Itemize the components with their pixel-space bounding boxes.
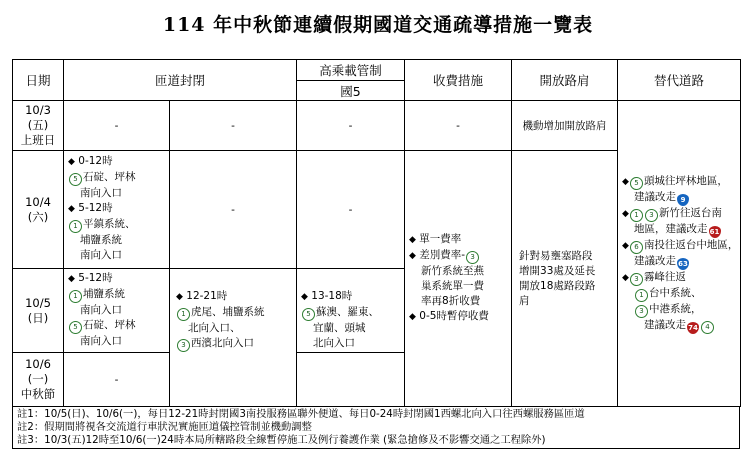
hov-cell: - xyxy=(297,101,405,151)
freeway-badge-icon: 5 xyxy=(69,173,82,186)
header-toll: 收費措施 xyxy=(405,60,512,101)
header-ramp: 匝道封閉 xyxy=(64,60,297,101)
toll-cell: - xyxy=(405,101,512,151)
notes-box xyxy=(12,406,740,449)
ramp-cell: - xyxy=(170,101,297,151)
provincial-road-shield-icon: 61 xyxy=(709,227,720,236)
freeway-badge-icon: 1 xyxy=(177,308,190,321)
freeway-badge-icon: 3 xyxy=(177,339,190,352)
ramp-cell: - xyxy=(170,151,297,269)
ramp-cell: ◆ 0-12時 5 石碇、坪林 南向入口 ◆ 5-12時 1 平鎮系統、 埔鹽系統 南向入口 xyxy=(64,151,170,269)
header-shoulder: 開放路肩 xyxy=(512,60,618,101)
freeway-badge-icon: 5 xyxy=(69,321,82,334)
hov-cell: ◆ 13-18時 5 蘇澳、羅東、 宜蘭、頭城 北向入口 xyxy=(297,269,405,353)
freeway-badge-icon: 3 xyxy=(635,305,648,318)
header-alt: 替代道路 xyxy=(618,60,741,101)
header-hov-sub: 國5 xyxy=(297,81,405,101)
ramp-cell: ◆ 5-12時 1 埔鹽系統 南向入口 5 石碇、坪林 南向入口 xyxy=(64,269,170,353)
header-date: 日期 xyxy=(13,60,64,101)
freeway-badge-icon: 1 xyxy=(635,289,648,302)
freeway-badge-icon: 3 xyxy=(630,273,643,286)
ramp-cell: - xyxy=(64,353,170,407)
note-line: 註3：10/3(五)12時至10/6(一)24時本局所轄路段全線暫停施工及例行養護作業 (緊急搶修及不影響交通之工程除外) xyxy=(17,434,546,446)
freeway-badge-icon: 5 xyxy=(630,177,643,190)
freeway-badge-icon: 4 xyxy=(701,321,714,334)
provincial-road-shield-icon: 74 xyxy=(688,323,698,332)
date-cell: 10/3 (五) 上班日 xyxy=(13,101,64,151)
freeway-badge-icon: 1 xyxy=(69,220,82,233)
toll-cell: ◆ 單一費率 ◆ 差別費率- 3 新竹系統至燕 巢系統單一費 率再8折收費 ◆ 0-5時暫停收費 xyxy=(405,151,512,407)
note-line: 註1：10/5(日)、10/6(一)，每日12-21時封閉國3南投服務區聯外便道、每日0-24時封閉國1西螺北向入口往西螺服務區匝道 xyxy=(17,408,585,420)
ramp-cell: ◆ 12-21時 1 虎尾、埔鹽系統 北向入口、 3 西濱北向入口 xyxy=(170,269,297,407)
date-cell: 10/4 (六) xyxy=(13,151,64,269)
note-line: 註2：假期間將視各交流道行車狀況實施匝道儀控管制並機動調整 xyxy=(17,421,312,433)
freeway-badge-icon: 6 xyxy=(630,241,643,254)
shoulder-cell: 針對易壅塞路段 增開33處及延長 開放18處路段路 肩 xyxy=(512,151,618,407)
freeway-badge-icon: 3 xyxy=(466,251,479,264)
provincial-road-shield-icon: 63 xyxy=(678,259,688,268)
date-cell: 10/6 (一) 中秋節 xyxy=(13,353,64,407)
page-title: 114 年中秋節連續假期國道交通疏導措施一覽表 xyxy=(162,14,594,36)
header-hov: 高乘載管制 xyxy=(297,60,405,81)
provincial-road-shield-icon: 9 xyxy=(677,194,689,206)
hov-cell: - xyxy=(297,151,405,269)
shoulder-cell: 機動增加開放路肩 xyxy=(512,101,618,151)
measures-table xyxy=(12,59,741,407)
freeway-badge-icon: 1 xyxy=(69,290,82,303)
freeway-badge-icon: 3 xyxy=(645,209,658,222)
date-cell: 10/5 (日) xyxy=(13,269,64,353)
freeway-badge-icon: 1 xyxy=(630,209,643,222)
ramp-cell: - xyxy=(64,101,170,151)
alt-roads-cell: ◆ 5 頭城往坪林地區， 建議改走 9 ◆ 1 3 新竹往返台南 地區，建議改走 61 ◆ 6 南投往返台中地區， 建議改走 63 ◆ 3 霧峰往返 1 台中系統、 3 中港系統， 建議改走 74 4 xyxy=(618,101,741,407)
freeway-badge-icon: 5 xyxy=(302,308,315,321)
